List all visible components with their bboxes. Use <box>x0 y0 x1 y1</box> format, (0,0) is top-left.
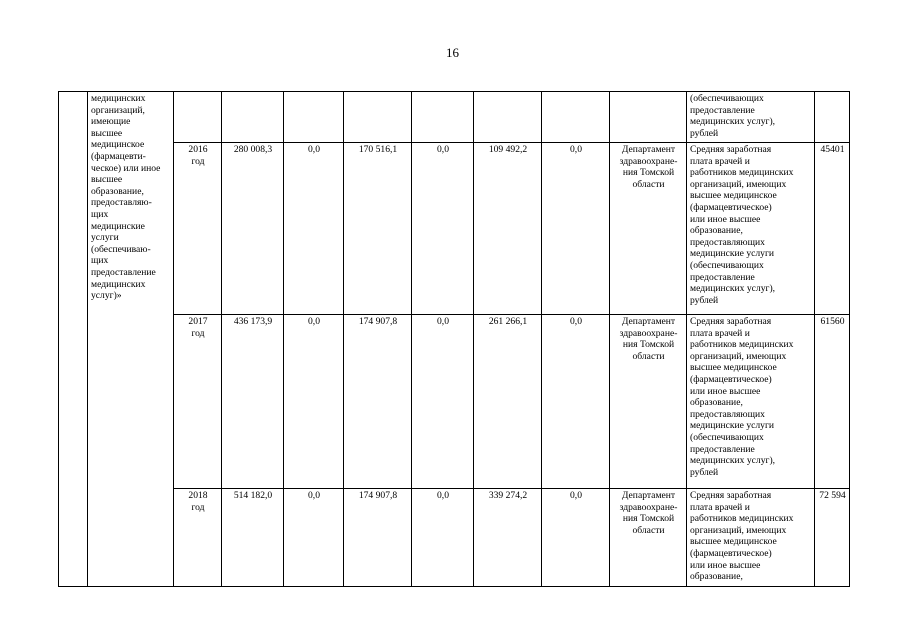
total-cell: 280 008,3 <box>222 143 284 315</box>
measure-description-cell: медицинских организаций, имеющие высшее медицинское (фармацевти- ческое) или иное высшее образование, предоставляю- щих медицинские услуги (обеспечиваю- щих предоставление медицинских услуг)» <box>88 92 174 587</box>
other-cell: 0,0 <box>542 143 610 315</box>
local-cell: 0,0 <box>412 143 474 315</box>
year-cell: 2017 год <box>174 315 222 489</box>
value-cell: 45401 <box>815 143 850 315</box>
regional-cell: 174 907,8 <box>344 315 412 489</box>
page-number: 16 <box>446 45 459 60</box>
territorial-cell: 261 266,1 <box>474 315 542 489</box>
other-cell: 0,0 <box>542 489 610 587</box>
territorial-cell: 339 274,2 <box>474 489 542 587</box>
federal-cell: 0,0 <box>284 315 344 489</box>
table-row <box>59 143 850 315</box>
table-row <box>59 315 850 489</box>
local-cell: 0,0 <box>412 489 474 587</box>
indicator-cell: Средняя заработная плата врачей и работников медицинских организаций, имеющих высшее медицинское (фармацевтическое) или иное высшее образование, предоставляющих медицинские услуги (обеспечивающих предоставление медицинских услуг), рублей <box>687 143 815 315</box>
program-table <box>58 91 850 587</box>
year-cell: 2016 год <box>174 143 222 315</box>
value-cell: 72 594 <box>815 489 850 587</box>
territorial-cell: 109 492,2 <box>474 143 542 315</box>
indicator-cell: Средняя заработная плата врачей и работников медицинских организаций, имеющих высшее медицинское (фармацевтическое) или иное высшее образование, <box>687 489 815 587</box>
local-cell: 0,0 <box>412 315 474 489</box>
value-cell: 61560 <box>815 315 850 489</box>
executor-cell: Департамент здравоохране- ния Томской области <box>610 489 687 587</box>
indicator-cell: (обеспечивающих предоставление медицинских услуг), рублей <box>687 92 815 143</box>
federal-cell: 0,0 <box>284 489 344 587</box>
table-row-continuation <box>59 92 850 143</box>
total-cell: 436 173,9 <box>222 315 284 489</box>
executor-cell: Департамент здравоохране- ния Томской области <box>610 143 687 315</box>
regional-cell: 174 907,8 <box>344 489 412 587</box>
regional-cell: 170 516,1 <box>344 143 412 315</box>
indicator-cell: Средняя заработная плата врачей и работников медицинских организаций, имеющих высшее медицинское (фармацевтическое) или иное высшее образование, предоставляющих медицинские услуги (обеспечивающих предоставление медицинских услуг), рублей <box>687 315 815 489</box>
index-cell <box>59 92 88 587</box>
table-row <box>59 489 850 587</box>
total-cell: 514 182,0 <box>222 489 284 587</box>
executor-cell: Департамент здравоохране- ния Томской области <box>610 315 687 489</box>
federal-cell: 0,0 <box>284 143 344 315</box>
year-cell: 2018 год <box>174 489 222 587</box>
other-cell: 0,0 <box>542 315 610 489</box>
